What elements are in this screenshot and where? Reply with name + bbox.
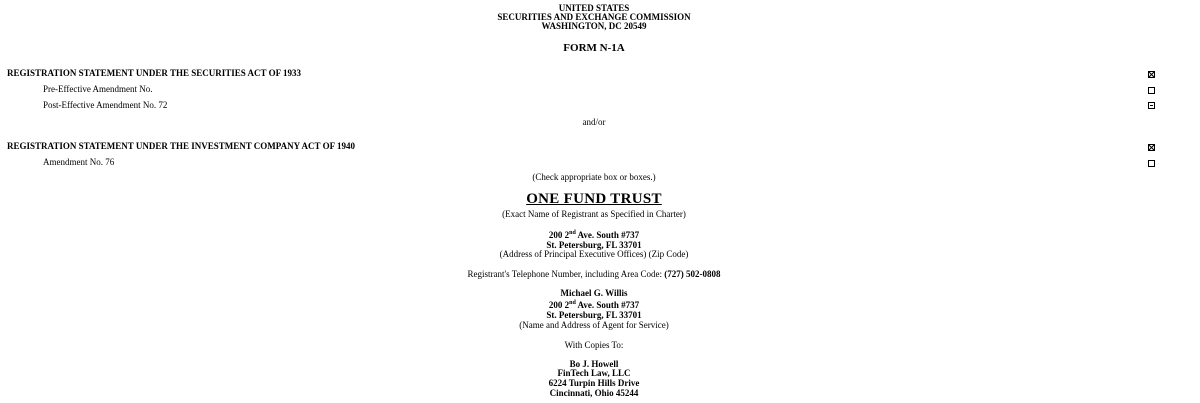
- registrant-street: 200 2nd Ave. South #737: [548, 230, 640, 240]
- amendment-label: Amendment No. 76: [43, 157, 115, 167]
- form-title: FORM N-1A: [563, 42, 625, 54]
- agent-name: Michael G. Willis: [560, 288, 628, 298]
- registrant-city: St. Petersburg, FL 33701: [546, 240, 642, 250]
- registrant-name: ONE FUND TRUST: [526, 191, 662, 207]
- securities-act-checkbox[interactable]: [1148, 71, 1155, 78]
- and-or-text: and/or: [582, 117, 606, 127]
- registrant-phone-line: Registrant's Telephone Number, including Area Code: (727) 502-0808: [467, 269, 721, 279]
- pre-effective-label: Pre-Effective Amendment No.: [43, 84, 153, 94]
- registrant-address-caption: (Address of Principal Executive Offices) (Zip Code): [499, 249, 689, 259]
- investment-act-heading: REGISTRATION STATEMENT UNDER THE INVESTMENT COMPANY ACT OF 1940: [7, 141, 356, 151]
- post-effective-checkbox[interactable]: [1148, 102, 1155, 109]
- copies-label: With Copies To:: [564, 340, 624, 350]
- copies-firm: FinTech Law, LLC: [557, 368, 631, 378]
- agent-street: 200 2nd Ave. South #737: [548, 300, 640, 310]
- amendment-checkbox[interactable]: [1148, 160, 1155, 167]
- post-effective-label: Post-Effective Amendment No. 72: [43, 100, 168, 110]
- agency-name: SECURITIES AND EXCHANGE COMMISSION: [497, 12, 691, 22]
- agency-country: UNITED STATES: [558, 3, 630, 13]
- securities-act-heading: REGISTRATION STATEMENT UNDER THE SECURITIES ACT OF 1933: [7, 68, 301, 78]
- copies-city: Cincinnati, Ohio 45244: [549, 388, 639, 398]
- pre-effective-checkbox[interactable]: [1148, 87, 1155, 94]
- copies-name: Bo J. Howell: [569, 359, 619, 369]
- agency-location: WASHINGTON, DC 20549: [541, 21, 647, 31]
- registrant-name-caption: (Exact Name of Registrant as Specified in Charter): [502, 209, 686, 219]
- investment-act-checkbox[interactable]: [1148, 144, 1155, 151]
- check-note: (Check appropriate box or boxes.): [532, 172, 656, 182]
- agent-caption: (Name and Address of Agent for Service): [519, 320, 669, 330]
- registrant-phone: (727) 502-0808: [664, 269, 721, 279]
- agent-city: St. Petersburg, FL 33701: [546, 310, 642, 320]
- copies-street: 6224 Turpin Hills Drive: [548, 378, 640, 388]
